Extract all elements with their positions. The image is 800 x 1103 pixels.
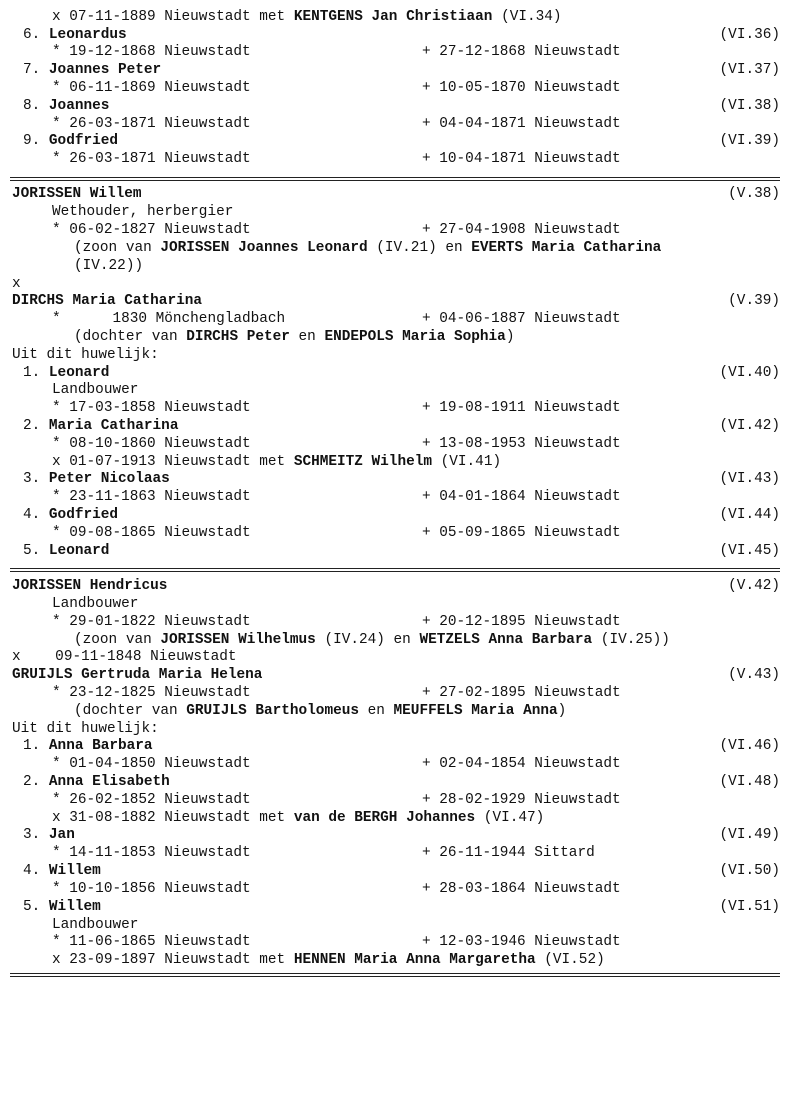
person-name: Willem [48,899,101,915]
record-line [52,933,251,951]
person-name: Maria Catharina [48,418,179,434]
record-text: * 06-02-1827 Nieuwstadt [52,222,251,238]
record-line [52,809,544,827]
generation-reference: (VI.37) [719,62,780,78]
person-name: Joannes Peter [48,62,162,78]
generation-reference: (VI.42) [719,418,780,434]
record-line [52,203,233,221]
person-name: MEUFFELS Maria Anna [393,703,558,719]
record-line [12,577,167,595]
death-record: + 04-06-1887 Nieuwstadt [422,311,621,327]
record-line [52,916,138,934]
record-text: (zoon van [74,240,161,256]
death-record: + 20-12-1895 Nieuwstadt [422,614,621,630]
record-text: Wethouder, herbergier [52,204,234,220]
death-record: + 02-04-1854 Nieuwstadt [422,756,621,772]
record-text: (VI.47) [475,810,545,826]
person-name: Peter Nicolaas [48,471,170,487]
record-line [52,453,501,471]
person-name: JORISSEN Hendricus [12,578,168,594]
generation-reference: (VI.49) [719,827,780,843]
record-text: en [289,329,325,345]
person-name: Joannes [48,98,110,114]
record-text: Uit dit huwelijk: [12,347,159,363]
death-record: + 19-08-1911 Nieuwstadt [422,400,621,416]
record-text: Uit dit huwelijk: [12,721,159,737]
record-text: * 09-08-1865 Nieuwstadt [52,525,251,541]
record-line [52,880,251,898]
section-separator [10,571,780,572]
record-text: x 09-11-1848 Nieuwstadt [12,649,237,665]
record-line [23,773,170,791]
person-name: Anna Elisabeth [48,774,170,790]
record-line [52,435,251,453]
record-text: en [358,703,394,719]
record-text: x 01-07-1913 Nieuwstadt met [52,454,294,470]
record-text: ) [557,703,567,719]
death-record: + 10-04-1871 Nieuwstadt [422,151,621,167]
record-line [12,666,262,684]
death-record: + 28-03-1864 Nieuwstadt [422,881,621,897]
record-line [52,524,251,542]
record-text: (dochter van [74,703,187,719]
person-name: GRUIJLS Gertruda Maria Helena [12,667,263,683]
record-line [23,132,118,150]
record-text: 2. [23,774,49,790]
record-line [12,292,202,310]
generation-reference: (V.43) [728,667,780,683]
generation-reference: (VI.39) [719,133,780,149]
person-name: JORISSEN Joannes Leonard [160,240,368,256]
record-line [23,898,101,916]
record-line [74,702,566,720]
record-text: * 29-01-1822 Nieuwstadt [52,614,251,630]
section-separator [10,180,780,181]
record-line [52,613,251,631]
record-text: * 08-10-1860 Nieuwstadt [52,436,251,452]
record-text: 5. [23,543,49,559]
record-line [52,844,251,862]
record-line [74,328,514,346]
record-line [23,61,161,79]
record-text: (IV.21) en [367,240,472,256]
record-line [23,470,170,488]
record-text: 6. [23,27,49,43]
record-line [23,826,75,844]
record-line [23,417,178,435]
record-text: * 26-02-1852 Nieuwstadt [52,792,251,808]
generation-reference: (VI.44) [719,507,780,523]
person-name: JORISSEN Willem [12,186,142,202]
record-line [23,542,109,560]
record-line [23,506,118,524]
record-text: (dochter van [74,329,187,345]
record-line [23,364,109,382]
record-text: * 06-11-1869 Nieuwstadt [52,80,251,96]
record-line [52,43,251,61]
record-text: * 01-04-1850 Nieuwstadt [52,756,251,772]
record-line [52,595,138,613]
record-text: * 26-03-1871 Nieuwstadt [52,116,251,132]
death-record: + 12-03-1946 Nieuwstadt [422,934,621,950]
record-text: (VI.41) [432,454,502,470]
death-record: + 26-11-1944 Sittard [422,845,595,861]
section-separator [10,568,780,569]
person-name: GRUIJLS Bartholomeus [186,703,359,719]
record-line [12,185,142,203]
person-name: Anna Barbara [48,738,153,754]
generation-reference: (V.39) [728,293,780,309]
record-line [52,488,251,506]
generation-reference: (VI.45) [719,543,780,559]
record-line [12,648,237,666]
generation-reference: (VI.38) [719,98,780,114]
record-line [52,79,251,97]
person-name: Leonard [48,543,110,559]
person-name: Godfried [48,133,119,149]
death-record: + 05-09-1865 Nieuwstadt [422,525,621,541]
section-separator [10,973,780,974]
death-record: + 13-08-1953 Nieuwstadt [422,436,621,452]
record-text: * 14-11-1853 Nieuwstadt [52,845,251,861]
person-name: KENTGENS Jan Christiaan [293,9,493,25]
generation-reference: (V.42) [728,578,780,594]
record-line [23,737,153,755]
record-line [52,684,251,702]
death-record: + 04-01-1864 Nieuwstadt [422,489,621,505]
record-text: (IV.25)) [592,632,670,648]
person-name: WETZELS Anna Barbara [419,632,593,648]
generation-reference: (VI.43) [719,471,780,487]
record-text: 2. [23,418,49,434]
record-text: (IV.24) en [315,632,420,648]
record-line [52,381,138,399]
record-line [74,257,143,275]
record-line [52,399,251,417]
generation-reference: (VI.36) [719,27,780,43]
record-text: * 23-12-1825 Nieuwstadt [52,685,251,701]
record-text: * 11-06-1865 Nieuwstadt [52,934,251,950]
person-name: EVERTS Maria Catharina [471,240,662,256]
record-text: Landbouwer [52,382,139,398]
record-text: (IV.22)) [74,258,144,274]
section-separator [10,976,780,977]
death-record: + 27-02-1895 Nieuwstadt [422,685,621,701]
record-text: * 26-03-1871 Nieuwstadt [52,151,251,167]
record-line [52,8,562,26]
death-record: + 28-02-1929 Nieuwstadt [422,792,621,808]
record-text: 1. [23,365,49,381]
record-line [52,791,251,809]
record-text: 7. [23,62,49,78]
record-line [74,631,670,649]
record-line [12,720,159,738]
record-text: 3. [23,827,49,843]
record-line [52,755,251,773]
record-text: Landbouwer [52,596,139,612]
record-line [23,97,109,115]
record-text: 5. [23,899,49,915]
record-line [52,951,605,969]
record-line [12,346,159,364]
generation-reference: (VI.46) [719,738,780,754]
generation-reference: (V.38) [728,186,780,202]
death-record: + 10-05-1870 Nieuwstadt [422,80,621,96]
record-text: 8. [23,98,49,114]
generation-reference: (VI.40) [719,365,780,381]
person-name: JORISSEN Wilhelmus [160,632,316,648]
record-line [52,221,251,239]
record-line [74,239,661,257]
record-line [23,862,101,880]
section-separator [10,177,780,178]
person-name: DIRCHS Peter [186,329,290,345]
record-text: Landbouwer [52,917,139,933]
person-name: Godfried [48,507,119,523]
person-name: SCHMEITZ Wilhelm [293,454,432,470]
record-text: * 1830 Mönchengladbach [52,311,286,327]
person-name: Leonardus [48,27,127,43]
record-text: (VI.52) [535,952,605,968]
record-text: x 23-09-1897 Nieuwstadt met [52,952,294,968]
person-name: Jan [48,827,75,843]
record-text: 4. [23,863,49,879]
record-text: (zoon van [74,632,161,648]
person-name: van de BERGH Johannes [293,810,476,826]
person-name: HENNEN Maria Anna Margaretha [293,952,536,968]
person-name: Leonard [48,365,110,381]
record-text: 3. [23,471,49,487]
record-text: 4. [23,507,49,523]
record-line [23,26,127,44]
record-text: * 23-11-1863 Nieuwstadt [52,489,251,505]
generation-reference: (VI.48) [719,774,780,790]
generation-reference: (VI.50) [719,863,780,879]
person-name: DIRCHS Maria Catharina [12,293,202,309]
death-record: + 27-12-1868 Nieuwstadt [422,44,621,60]
record-text: (VI.34) [492,9,562,25]
person-name: ENDEPOLS Maria Sophia [324,329,506,345]
record-text: 1. [23,738,49,754]
record-text: ) [505,329,515,345]
record-line [52,150,251,168]
generation-reference: (VI.51) [719,899,780,915]
record-line [52,310,285,328]
death-record: + 27-04-1908 Nieuwstadt [422,222,621,238]
record-text: x 31-08-1882 Nieuwstadt met [52,810,294,826]
record-text: x 07-11-1889 Nieuwstadt met [52,9,294,25]
record-text: 9. [23,133,49,149]
record-line [12,275,21,293]
death-record: + 04-04-1871 Nieuwstadt [422,116,621,132]
record-line [52,115,251,133]
record-text: * 17-03-1858 Nieuwstadt [52,400,251,416]
record-text: * 10-10-1856 Nieuwstadt [52,881,251,897]
record-text: * 19-12-1868 Nieuwstadt [52,44,251,60]
person-name: Willem [48,863,101,879]
record-text: x [12,276,21,292]
